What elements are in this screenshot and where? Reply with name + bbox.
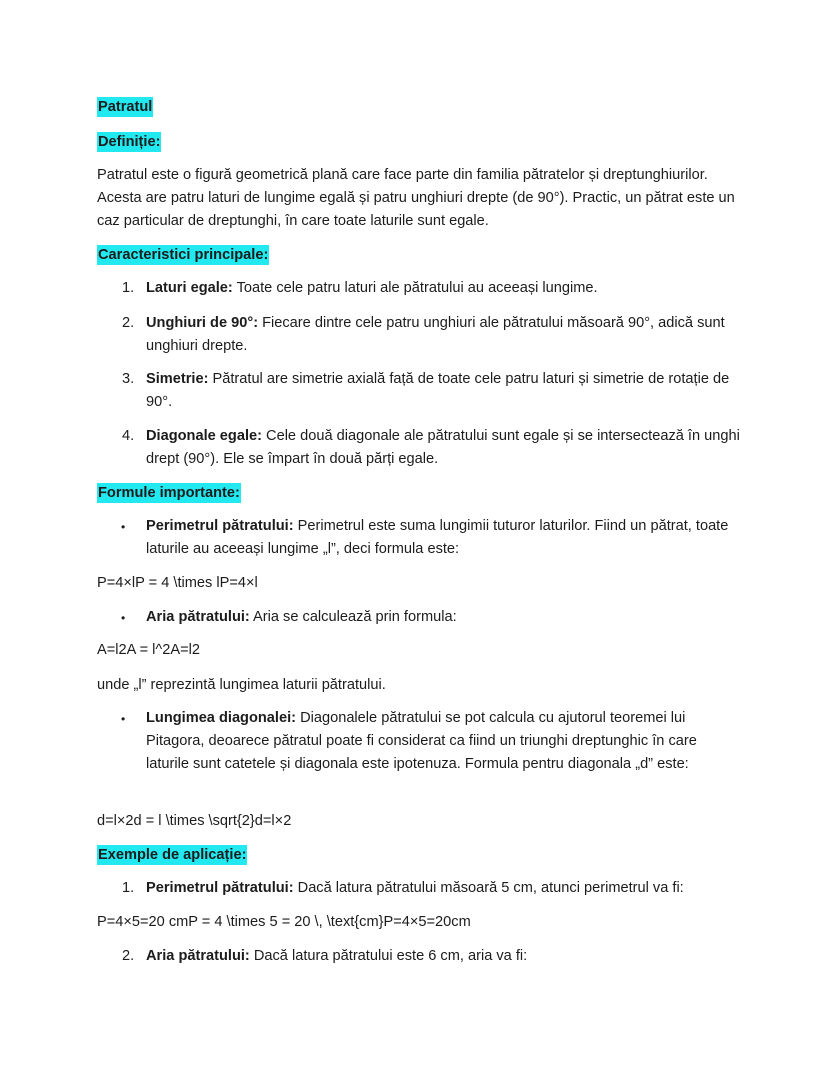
- item-text: Dacă latura pătratului măsoară 5 cm, atunci perimetrul va fi:: [293, 880, 684, 896]
- formulas-heading: Formule importante:: [98, 485, 240, 501]
- item-label: Simetrie:: [146, 371, 209, 387]
- examples-heading: Exemple de aplicație:: [98, 847, 247, 863]
- list-item: [146, 945, 746, 968]
- bullet-icon: •: [121, 520, 126, 534]
- definition-heading: Definiție:: [98, 134, 161, 150]
- item-label: Unghiuri de 90°:: [146, 315, 259, 331]
- bullet-icon: •: [121, 611, 126, 625]
- item-label: Lungimea diagonalei:: [146, 710, 297, 726]
- page-title: Patratul: [98, 99, 153, 115]
- list-item: [146, 312, 746, 358]
- list-item: [146, 606, 746, 629]
- example-formula: P=4×5=20 cmP = 4 \times 5 = 20 \, \text{cm}P=4×5=20cm: [97, 914, 471, 930]
- list-number: 3.: [122, 371, 135, 387]
- list-item: [146, 277, 746, 300]
- area-formula: A=l2A = l^2A=l2: [97, 642, 200, 658]
- item-text: Pătratul are simetrie axială față de toate cele patru laturi și simetrie de rotație de 90°.: [146, 371, 730, 410]
- item-text: Dacă latura pătratului este 6 cm, aria va fi:: [249, 948, 528, 964]
- list-number: 2.: [122, 315, 135, 331]
- list-number: 1.: [122, 280, 135, 296]
- list-number: 4.: [122, 428, 135, 444]
- item-label: Aria pătratului:: [146, 609, 250, 625]
- definition-text: Patratul este o figură geometrică plană care face parte din familia pătratelor și dreptunghiurilor. Acesta are patru laturi de lungime egală și patru unghiuri drepte (de 90°). Practic, un pătrat este un caz particular de dreptunghi, în care toate laturile sunt egale.: [97, 167, 735, 229]
- item-label: Perimetrul pătratului:: [146, 880, 294, 896]
- item-text: Perimetrul este suma lungimii tuturor laturilor. Fiind un pătrat, toate laturile au aceeași lungime „l”, deci formula este:: [146, 518, 729, 557]
- bullet-icon: •: [121, 712, 126, 726]
- area-note: unde „l” reprezintă lungimea laturii pătratului.: [97, 677, 386, 693]
- list-item: [146, 425, 746, 471]
- item-text: Fiecare dintre cele patru unghiuri ale pătratului măsoară 90°, adică sunt unghiuri drepte.: [146, 315, 725, 354]
- item-label: Aria pătratului:: [146, 948, 250, 964]
- list-number: 2.: [122, 948, 135, 964]
- list-item: [146, 368, 746, 414]
- item-text: Cele două diagonale ale pătratului sunt egale și se intersectează în unghi drept (90°). Ele se împart în două părți egale.: [146, 428, 740, 467]
- item-text: Toate cele patru laturi ale pătratului au aceeași lungime.: [232, 280, 598, 296]
- list-item: [146, 877, 786, 900]
- item-label: Perimetrul pătratului:: [146, 518, 294, 534]
- list-number: 1.: [122, 880, 135, 896]
- item-text: Aria se calculează prin formula:: [249, 609, 457, 625]
- characteristics-heading: Caracteristici principale:: [98, 247, 269, 263]
- item-label: Diagonale egale:: [146, 428, 262, 444]
- item-label: Laturi egale:: [146, 280, 233, 296]
- list-item: [146, 515, 746, 561]
- item-text: Diagonalele pătratului se pot calcula cu ajutorul teoremei lui Pitagora, deoarece pătratul poate fi considerat ca fiind un triunghi dreptunghic în care laturile sunt catetele și diagonala este ipotenuza. Formula pentru diagonala „d” este:: [146, 710, 697, 772]
- list-item: [146, 707, 736, 776]
- diagonal-formula: d=l×2d = l \times \sqrt{2}d=l×2: [97, 813, 292, 829]
- perimeter-formula: P=4×lP = 4 \times lP=4×l: [97, 575, 258, 591]
